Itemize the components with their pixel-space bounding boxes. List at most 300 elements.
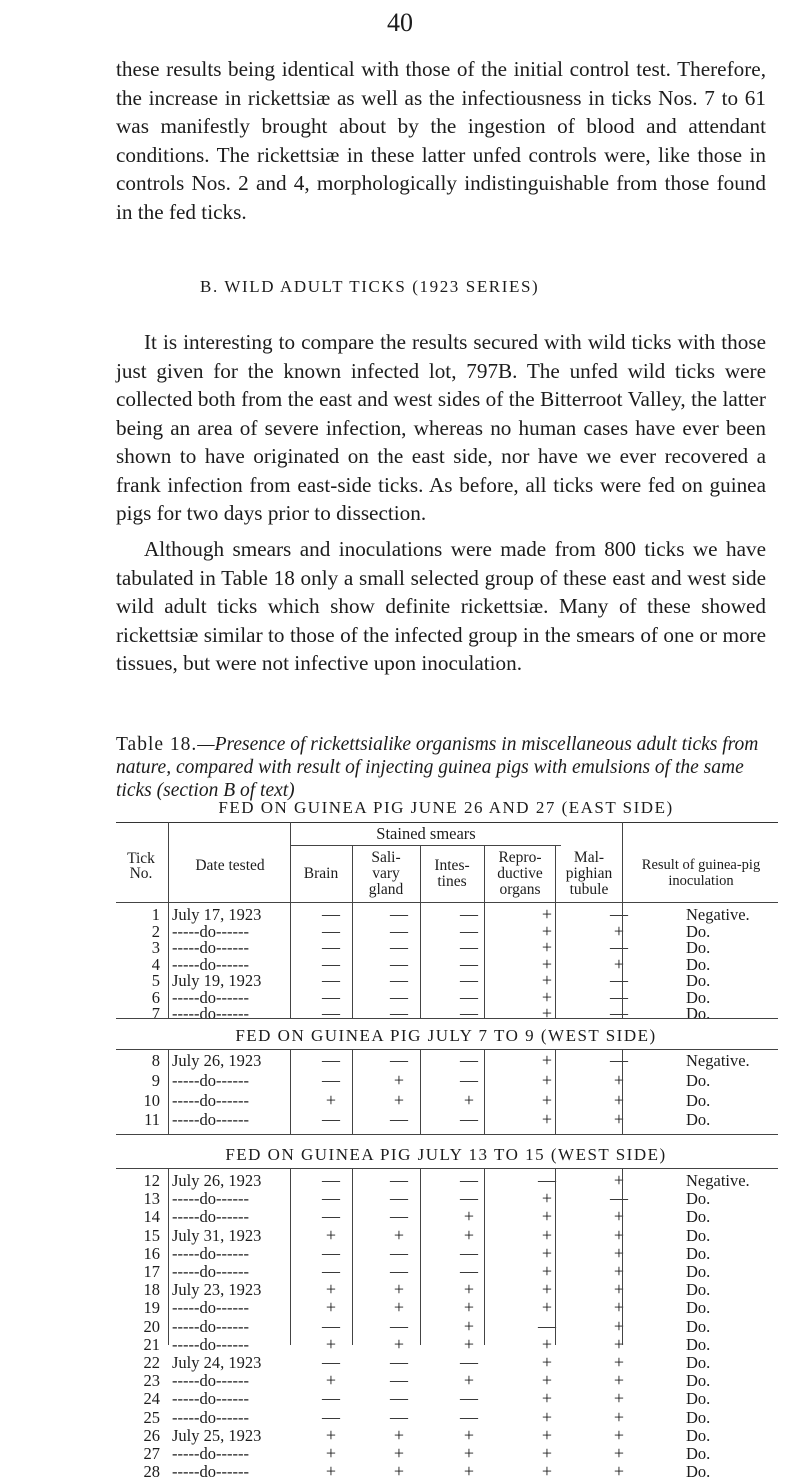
cell-salivary-gland: +	[393, 1443, 405, 1463]
cell-date-tested: July 25, 1923	[172, 1425, 262, 1445]
header-brain: Brain	[303, 865, 339, 882]
cell-reproductive-organs: +	[541, 1370, 553, 1391]
cell-reproductive-organs: +	[541, 970, 553, 990]
cell-brain: +	[325, 1424, 337, 1445]
cell-tick-no: 13	[143, 1189, 160, 1209]
group-heading-west-side-july-13: FED ON GUINEA PIG JULY 13 TO 15 (WEST SIDE)	[225, 1145, 667, 1164]
cell-intestines: —	[460, 937, 478, 957]
cell-intestines: —	[460, 1170, 478, 1190]
cell-reproductive-organs: +	[541, 1188, 553, 1209]
cell-malpighian-tubule: —	[610, 904, 628, 924]
cell-salivary-gland: +	[393, 1461, 405, 1481]
cell-salivary-gland: +	[393, 1297, 405, 1318]
cell-malpighian-tubule: —	[610, 1188, 628, 1209]
cell-date-tested: July 17, 1923	[172, 905, 262, 924]
cell-date-tested: -----do------	[172, 1334, 249, 1354]
column-separator	[168, 1050, 169, 1134]
header-salivary-line3: gland	[368, 881, 404, 898]
cell-result: Do.	[686, 1189, 711, 1209]
cell-intestines: —	[460, 1003, 478, 1023]
cell-date-tested: -----do------	[172, 1316, 249, 1336]
column-separator	[168, 1169, 169, 1345]
cell-date-tested: -----do------	[172, 1462, 249, 1481]
cell-intestines: +	[463, 1089, 475, 1110]
cell-reproductive-organs: +	[541, 1242, 553, 1263]
column-separator	[484, 903, 485, 1018]
cell-date-tested: -----do------	[172, 987, 249, 1007]
table-row	[116, 1315, 778, 1336]
cell-malpighian-tubule: —	[610, 1050, 628, 1070]
cell-result: Do.	[686, 1004, 711, 1023]
table-caption	[116, 733, 776, 802]
cell-date-tested: -----do------	[172, 1444, 249, 1463]
cell-salivary-gland: +	[393, 1279, 405, 1300]
table-row	[116, 906, 778, 923]
cell-reproductive-organs: +	[541, 1069, 553, 1090]
column-separator	[484, 1050, 485, 1134]
cell-reproductive-organs: +	[541, 1050, 553, 1070]
table-row	[116, 1089, 778, 1110]
cell-malpighian-tubule: +	[613, 1352, 625, 1372]
cell-reproductive-organs: +	[541, 904, 553, 924]
header-bottom-rule	[116, 902, 778, 903]
table-row	[116, 1069, 778, 1090]
cell-malpighian-tubule: +	[613, 1370, 625, 1391]
cell-intestines: +	[463, 1206, 475, 1227]
cell-reproductive-organs: —	[538, 1315, 556, 1336]
header-smears-rule	[291, 845, 561, 846]
column-separator	[484, 1169, 485, 1345]
cell-brain: +	[325, 1089, 337, 1110]
column-separator	[622, 1169, 623, 1345]
cell-tick-no: 11	[144, 1110, 160, 1130]
cell-salivary-gland: —	[390, 1315, 408, 1336]
cell-malpighian-tubule: +	[613, 920, 625, 941]
table-row	[116, 1333, 778, 1354]
cell-brain: —	[322, 1315, 340, 1336]
cell-tick-no: 23	[143, 1371, 160, 1391]
cell-date-tested: -----do------	[172, 954, 249, 974]
cell-result: Do.	[686, 1462, 711, 1481]
cell-tick-no: 20	[143, 1316, 160, 1336]
cell-result: Do.	[686, 1225, 711, 1245]
cell-result: Do.	[686, 1262, 711, 1281]
column-separator	[168, 903, 169, 1018]
table-row	[116, 1445, 778, 1462]
table-row	[116, 1354, 778, 1371]
cell-brain: +	[325, 1279, 337, 1300]
cell-intestines: —	[460, 1352, 478, 1372]
cell-salivary-gland: —	[390, 986, 408, 1007]
cell-malpighian-tubule: +	[613, 1242, 625, 1263]
cell-result: Do.	[686, 1353, 711, 1372]
cell-intestines: —	[460, 1050, 478, 1070]
table-row	[116, 953, 778, 974]
cell-malpighian-tubule: +	[613, 1069, 625, 1090]
cell-result: Negative.	[686, 1051, 750, 1070]
cell-reproductive-organs: +	[541, 1443, 553, 1463]
header-tick-no-line1: Tick	[127, 850, 155, 867]
cell-malpighian-tubule: +	[613, 1443, 625, 1463]
cell-salivary-gland: —	[390, 1050, 408, 1070]
cell-malpighian-tubule: +	[613, 1224, 625, 1245]
header-separator	[622, 822, 623, 902]
cell-brain: +	[325, 1370, 337, 1391]
cell-result: Do.	[686, 938, 711, 957]
cell-date-tested: -----do------	[172, 1189, 249, 1209]
table-row	[116, 1190, 778, 1207]
paragraph-wild-ticks: It is interesting to compare the results secured with wild ticks with those just given for the known infected lot, 797B. The unfed wild ticks were collected both from the east and west sides of the Bitterroot Valley, the latter being an area of severe infection, whereas no human cases have ever been shown to have originated on the east side, nor have we ever recovered a frank infection from east-side ticks. As before, all ticks were fed on guinea pigs for two days prior to dissection.	[116, 330, 766, 525]
cell-date-tested: July 31, 1923	[172, 1225, 262, 1245]
cell-reproductive-organs: +	[541, 1406, 553, 1427]
cell-result: Do.	[686, 1298, 711, 1318]
cell-malpighian-tubule: +	[613, 1333, 625, 1354]
cell-brain: —	[322, 937, 340, 957]
cell-intestines: —	[460, 1261, 478, 1281]
cell-tick-no: 2	[151, 921, 160, 941]
cell-result: Do.	[686, 1110, 711, 1130]
cell-brain: —	[322, 1388, 340, 1409]
cell-salivary-gland: —	[390, 1406, 408, 1427]
cell-tick-no: 28	[143, 1462, 160, 1481]
cell-brain: +	[325, 1297, 337, 1318]
group-heading-west-side-july-7: FED ON GUINEA PIG JULY 7 TO 9 (WEST SIDE)	[235, 1026, 657, 1045]
header-result: Result of guinea-pig inoculation	[641, 857, 761, 889]
cell-intestines: +	[463, 1461, 475, 1481]
cell-tick-no: 17	[143, 1262, 160, 1281]
cell-brain: —	[322, 1003, 340, 1023]
cell-tick-no: 19	[143, 1298, 160, 1318]
cell-intestines: —	[460, 1242, 478, 1263]
cell-tick-no: 27	[143, 1444, 160, 1463]
header-malpighian-line3: tubule	[569, 881, 609, 898]
cell-result: Negative.	[686, 1171, 750, 1190]
cell-salivary-gland: —	[390, 1188, 408, 1209]
cell-intestines: —	[460, 1188, 478, 1209]
cell-date-tested: -----do------	[172, 1090, 249, 1110]
cell-tick-no: 8	[151, 1051, 160, 1070]
cell-salivary-gland: —	[390, 1352, 408, 1372]
cell-intestines: —	[460, 953, 478, 974]
cell-reproductive-organs: +	[541, 1206, 553, 1227]
cell-intestines: +	[463, 1297, 475, 1318]
cell-salivary-gland: +	[393, 1424, 405, 1445]
cell-brain: —	[322, 920, 340, 941]
page-number: 40	[387, 8, 413, 37]
header-reproductive-line3: organs	[499, 881, 541, 898]
table-row	[116, 1463, 778, 1480]
cell-intestines: —	[460, 1069, 478, 1090]
cell-result: Do.	[686, 1243, 711, 1263]
table-row	[116, 1299, 778, 1316]
cell-reproductive-organs: +	[541, 986, 553, 1007]
cell-malpighian-tubule: +	[613, 1388, 625, 1409]
cell-result: Do.	[686, 1090, 711, 1110]
cell-reproductive-organs: +	[541, 953, 553, 974]
cell-brain: —	[322, 1206, 340, 1227]
cell-intestines: +	[463, 1333, 475, 1354]
column-separator	[555, 1050, 556, 1134]
cell-result: Do.	[686, 1070, 711, 1090]
cell-result: Do.	[686, 1371, 711, 1391]
column-separator	[420, 1050, 421, 1134]
section-heading: B. WILD ADULT TICKS (1923 SERIES)	[200, 277, 540, 296]
cell-date-tested: -----do------	[172, 1110, 249, 1130]
header-separator	[290, 822, 291, 902]
column-separator	[352, 903, 353, 1018]
group-heading-east-side: FED ON GUINEA PIG JUNE 26 AND 27 (EAST SIDE)	[218, 798, 674, 817]
column-separator	[555, 1169, 556, 1345]
column-separator	[290, 903, 291, 1018]
cell-date-tested: July 26, 1923	[172, 1171, 262, 1190]
cell-intestines: —	[460, 1109, 478, 1130]
cell-malpighian-tubule: +	[613, 1089, 625, 1110]
cell-intestines: —	[460, 970, 478, 990]
cell-reproductive-organs: +	[541, 1388, 553, 1409]
cell-result: Do.	[686, 1316, 711, 1336]
table-row	[116, 1390, 778, 1407]
cell-salivary-gland: —	[390, 1370, 408, 1391]
cell-intestines: +	[463, 1315, 475, 1336]
header-separator	[168, 822, 169, 902]
cell-salivary-gland: +	[393, 1089, 405, 1110]
cell-date-tested: -----do------	[172, 1389, 249, 1409]
table-row	[116, 986, 778, 1007]
table-row	[116, 1172, 778, 1189]
cell-date-tested: -----do------	[172, 1262, 249, 1281]
cell-date-tested: -----do------	[172, 1207, 249, 1227]
cell-date-tested: July 23, 1923	[172, 1280, 262, 1300]
column-separator	[290, 1169, 291, 1345]
cell-salivary-gland: —	[390, 1242, 408, 1263]
cell-result: Do.	[686, 1207, 711, 1227]
cell-salivary-gland: —	[390, 1109, 408, 1130]
cell-brain: —	[322, 1188, 340, 1209]
table-row	[116, 939, 778, 956]
cell-intestines: —	[460, 1406, 478, 1427]
cell-brain: +	[325, 1333, 337, 1354]
cell-reproductive-organs: +	[541, 937, 553, 957]
group-1-bottom-rule	[116, 1018, 778, 1019]
cell-tick-no: 5	[151, 971, 160, 990]
column-separator	[622, 1050, 623, 1134]
cell-brain: —	[322, 1352, 340, 1372]
cell-salivary-gland: —	[390, 920, 408, 941]
cell-reproductive-organs: +	[541, 1224, 553, 1245]
column-separator	[622, 903, 623, 1018]
cell-result: Do.	[686, 971, 711, 990]
cell-brain: —	[322, 904, 340, 924]
header-intestines-line2: tines	[437, 873, 467, 890]
cell-tick-no: 3	[151, 938, 160, 957]
column-separator	[352, 1050, 353, 1134]
cell-result: Do.	[686, 1407, 711, 1427]
header-separator	[555, 846, 556, 902]
cell-intestines: —	[460, 986, 478, 1007]
header-salivary-line2: vary	[372, 865, 400, 882]
header-reproductive-line1: Repro-	[498, 849, 542, 866]
cell-intestines: —	[460, 904, 478, 924]
header-malpighian-line1: Mal-	[573, 849, 605, 866]
cell-brain: +	[325, 1443, 337, 1463]
cell-salivary-gland: +	[393, 1224, 405, 1245]
cell-tick-no: 22	[143, 1353, 160, 1372]
cell-tick-no: 6	[151, 987, 160, 1007]
cell-reproductive-organs: +	[541, 1352, 553, 1372]
cell-brain: —	[322, 953, 340, 974]
cell-malpighian-tubule: +	[613, 1206, 625, 1227]
cell-brain: —	[322, 1069, 340, 1090]
cell-reproductive-organs: +	[541, 920, 553, 941]
cell-tick-no: 16	[143, 1243, 160, 1263]
cell-reproductive-organs: +	[541, 1424, 553, 1445]
cell-intestines: —	[460, 1388, 478, 1409]
cell-result: Do.	[686, 1389, 711, 1409]
cell-malpighian-tubule: +	[613, 1297, 625, 1318]
cell-malpighian-tubule: +	[613, 1406, 625, 1427]
cell-reproductive-organs: +	[541, 1297, 553, 1318]
cell-result: Do.	[686, 987, 711, 1007]
cell-intestines: +	[463, 1424, 475, 1445]
cell-malpighian-tubule: —	[610, 937, 628, 957]
header-salivary-line1: Sali-	[371, 849, 401, 866]
cell-brain: —	[322, 1242, 340, 1263]
cell-brain: —	[322, 970, 340, 990]
header-date-tested: Date tested	[195, 857, 265, 874]
header-intestines-line1: Intes-	[434, 857, 470, 874]
cell-malpighian-tubule: +	[613, 1424, 625, 1445]
header-stained-smears: Stained smears	[376, 824, 476, 843]
cell-date-tested: July 26, 1923	[172, 1051, 262, 1070]
cell-brain: —	[322, 1406, 340, 1427]
cell-salivary-gland: +	[393, 1333, 405, 1354]
cell-date-tested: July 19, 1923	[172, 971, 262, 990]
header-malpighian-line2: pighian	[565, 865, 613, 882]
column-separator	[420, 903, 421, 1018]
group-2-top-rule	[116, 1049, 778, 1050]
table-row	[116, 1208, 778, 1225]
cell-result: Do.	[686, 1280, 711, 1300]
table-row	[116, 1281, 778, 1298]
cell-tick-no: 15	[143, 1225, 160, 1245]
table-row	[116, 1372, 778, 1389]
cell-brain: +	[325, 1461, 337, 1481]
cell-malpighian-tubule: +	[613, 1461, 625, 1481]
cell-reproductive-organs: +	[541, 1003, 553, 1023]
cell-tick-no: 7	[151, 1004, 160, 1023]
cell-reproductive-organs: +	[541, 1279, 553, 1300]
cell-intestines: +	[463, 1443, 475, 1463]
cell-intestines: —	[460, 920, 478, 941]
cell-malpighian-tubule: +	[613, 1109, 625, 1130]
cell-brain: —	[322, 1050, 340, 1070]
cell-salivary-gland: —	[390, 904, 408, 924]
cell-intestines: +	[463, 1279, 475, 1300]
cell-malpighian-tubule: +	[613, 1261, 625, 1281]
group-2-bottom-rule	[116, 1134, 778, 1135]
table-row	[116, 1406, 778, 1427]
cell-tick-no: 1	[151, 905, 160, 924]
cell-malpighian-tubule: —	[610, 970, 628, 990]
cell-intestines: +	[463, 1370, 475, 1391]
cell-brain: —	[322, 1170, 340, 1190]
cell-malpighian-tubule: +	[613, 1315, 625, 1336]
cell-reproductive-organs: +	[541, 1261, 553, 1281]
cell-brain: —	[322, 986, 340, 1007]
cell-salivary-gland: —	[390, 1003, 408, 1023]
table-row	[116, 1111, 778, 1128]
cell-date-tested: -----do------	[172, 1298, 249, 1318]
cell-date-tested: -----do------	[172, 1407, 249, 1427]
column-separator	[420, 1169, 421, 1345]
cell-brain: +	[325, 1224, 337, 1245]
cell-result: Do.	[686, 1444, 711, 1463]
table-row	[116, 1005, 778, 1022]
cell-date-tested: -----do------	[172, 921, 249, 941]
cell-malpighian-tubule: +	[613, 1170, 625, 1190]
cell-salivary-gland: —	[390, 937, 408, 957]
cell-tick-no: 9	[151, 1070, 160, 1090]
table-top-rule	[116, 822, 778, 823]
cell-date-tested: -----do------	[172, 1371, 249, 1391]
table-row	[116, 920, 778, 941]
cell-salivary-gland: —	[390, 953, 408, 974]
cell-result: Do.	[686, 1334, 711, 1354]
cell-salivary-gland: —	[390, 1261, 408, 1281]
cell-tick-no: 26	[143, 1425, 160, 1445]
header-separator	[484, 846, 485, 902]
cell-result: Do.	[686, 921, 711, 941]
cell-tick-no: 4	[151, 954, 160, 974]
column-separator	[555, 903, 556, 1018]
cell-brain: —	[322, 1109, 340, 1130]
cell-reproductive-organs: +	[541, 1333, 553, 1354]
cell-date-tested: -----do------	[172, 938, 249, 957]
cell-salivary-gland: —	[390, 1388, 408, 1409]
cell-brain: —	[322, 1261, 340, 1281]
cell-tick-no: 12	[143, 1171, 160, 1190]
cell-result: Do.	[686, 1425, 711, 1445]
cell-date-tested: -----do------	[172, 1243, 249, 1263]
cell-tick-no: 10	[143, 1090, 160, 1110]
table-row	[116, 1263, 778, 1280]
group-3-top-rule	[116, 1168, 778, 1169]
cell-tick-no: 21	[143, 1334, 160, 1354]
table-title: —Presence of rickettsialike organisms in miscellaneous adult ticks from nature, compared with result of injecting guinea pigs with emulsions of the same ticks (section B of text)	[116, 734, 759, 801]
cell-result: Do.	[686, 954, 711, 974]
table-row	[116, 972, 778, 989]
table-row	[116, 1424, 778, 1445]
cell-reproductive-organs: +	[541, 1109, 553, 1130]
header-separator	[352, 846, 353, 902]
header-tick-no-line2: No.	[129, 865, 153, 882]
header-separator	[420, 846, 421, 902]
cell-salivary-gland: —	[390, 1206, 408, 1227]
column-separator	[352, 1169, 353, 1345]
cell-malpighian-tubule: —	[610, 1003, 628, 1023]
paragraph-intro: these results being identical with those of the initial control test. Therefore, the increase in rickettsiæ as well as the infectiousness in ticks Nos. 7 to 61 was manifestly brought about by the ingestion of blood and attendant conditions. The rickettsiæ in these latter unfed controls were, like those in controls Nos. 2 and 4, morphologically indistinguishable from those found in the fed ticks.	[116, 57, 766, 224]
cell-salivary-gland: —	[390, 1170, 408, 1190]
cell-reproductive-organs: +	[541, 1089, 553, 1110]
cell-reproductive-organs: —	[538, 1170, 556, 1190]
cell-malpighian-tubule: +	[613, 1279, 625, 1300]
cell-malpighian-tubule: +	[613, 953, 625, 974]
cell-reproductive-organs: +	[541, 1461, 553, 1481]
cell-tick-no: 25	[143, 1407, 160, 1427]
header-reproductive-line2: ductive	[497, 865, 543, 882]
cell-tick-no: 14	[143, 1207, 160, 1227]
table-label: Table 18.	[116, 734, 198, 755]
